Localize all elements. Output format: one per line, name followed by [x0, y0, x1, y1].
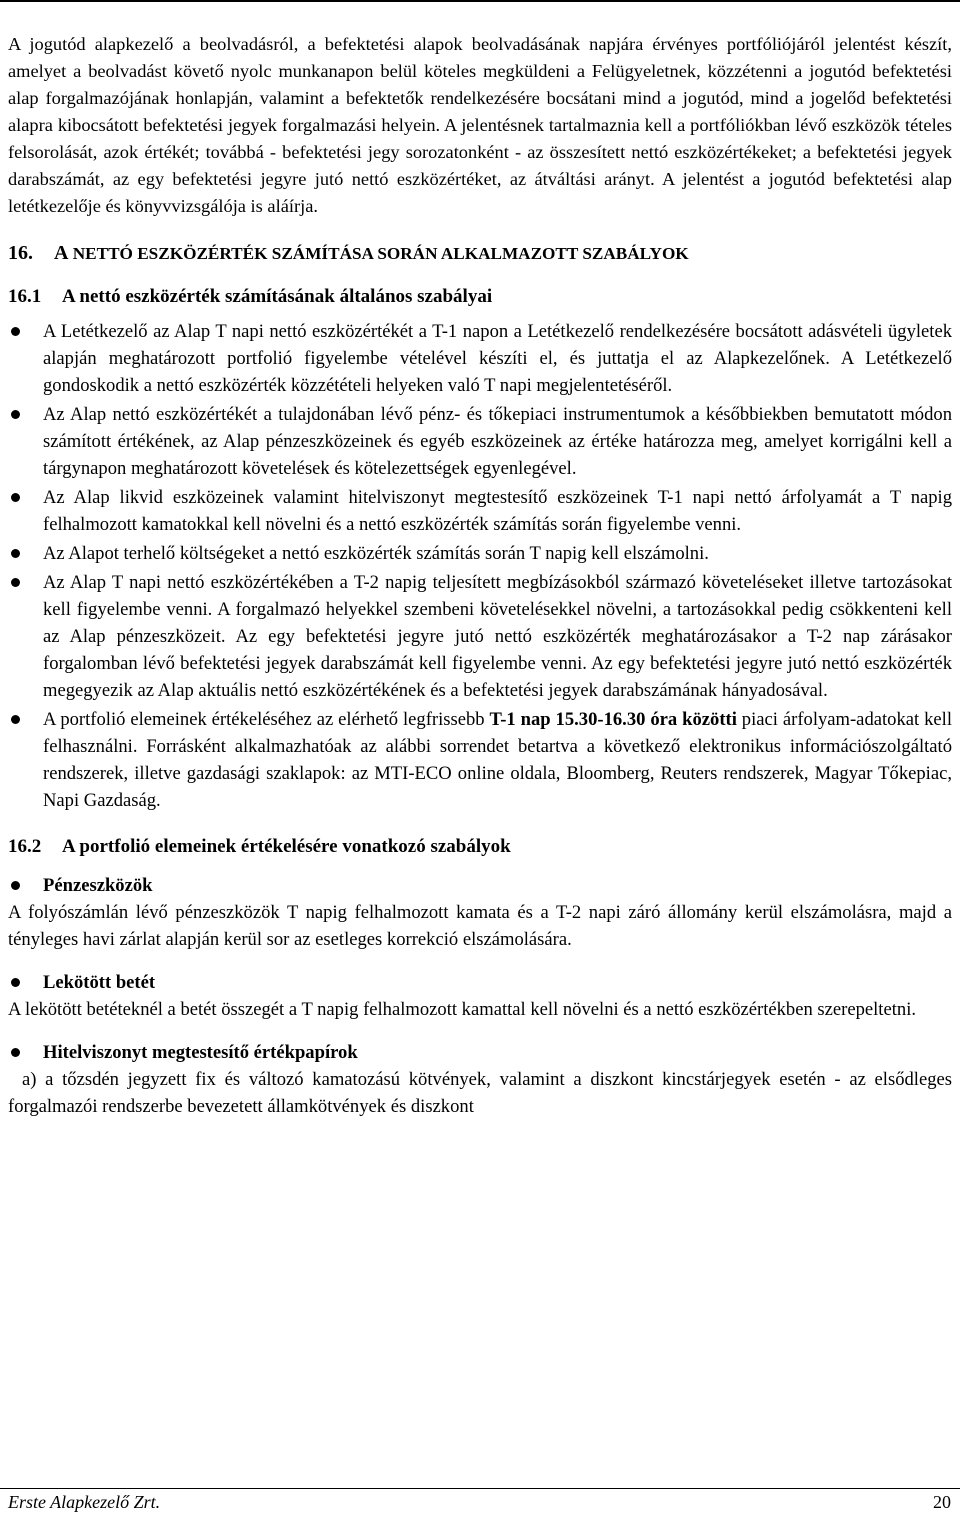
footer-company: Erste Alapkezelő Zrt.	[8, 1492, 161, 1512]
section-16-2-heading	[8, 832, 952, 862]
pricing-time-window: T-1 nap 15.30-16.30 óra közötti	[489, 709, 737, 730]
intro-part-2: A jelentésnek tartalmaznia kell a portfóliókban lévő eszközök tételes felsorolását, azok értékét; továbbá - befektetési jegy sorozatonként - az összesített nettó eszközértékeket; a befektetési jegyek darabszámát, az egy befektetési jegyre jutó nettó eszközértéket, az átváltási arányt. A jelentést a jogutód befektetési alap letétkezelője és könyvvizsgálója is aláírja.	[8, 115, 952, 216]
valuation-item-heading: Pénzeszközök	[8, 872, 952, 899]
list-item: Az Alap likvid eszközeinek valamint hitelviszonyt megtestesítő eszközeinek T-1 napi nettó árfolyamát a T napig felhalmozott kamatokkal kell növelni és a nettó eszközérték számítás során figyelembe venni.	[8, 484, 952, 538]
valuation-item-heading: Hitelviszonyt megtestesítő értékpapírok	[8, 1039, 952, 1066]
footer-divider	[0, 1488, 960, 1489]
section-16-2-title: A portfolió elemeinek értékelésére vonatkozó szabályok	[62, 836, 511, 857]
top-divider	[0, 0, 960, 2]
valuation-item-heading: Lekötött betét	[8, 969, 952, 996]
valuation-item-deposit	[8, 969, 952, 1023]
section-16-2-number: 16.2	[8, 836, 42, 857]
pricing-text-post: piaci árfolyam-adatokat kell felhasználni. Forrásként alkalmazhatóak az alábbi sorrendet betartva a következő elektronikus információszolgáltató rendszerek, illetve gazdasági szaklapok: az MTI-ECO online oldala, Bloomberg, Reuters rendszerek, Magyar Tőkepiac, Napi Gazdaság.	[43, 709, 952, 811]
list-item: A Letétkezelő az Alap T napi nettó eszközértékét a T-1 napon a Letétkezelő rendelkezésére bocsátott adásvételi ügyletek alapján meghatározott portfolió figyelembe vételével készíti el, és juttatja el az Alapkezelőnek. A Letétkezelő gondoskodik a nettó eszközérték közzétételi helyeken való T napi megjelentetéséről.	[8, 318, 952, 399]
intro-paragraph	[8, 31, 952, 220]
list-item-pricing	[8, 706, 952, 814]
pricing-text-pre: A portfolió elemeinek értékeléséhez az elérhető legfrissebb	[43, 709, 490, 730]
list-item: Az Alapot terhelő költségeket a nettó eszközérték számítás során T napig kell elszámolni.	[8, 540, 952, 567]
section-16-title-first: A	[54, 242, 69, 264]
section-16-number: 16.	[8, 242, 33, 264]
valuation-item-debt-securities	[8, 1039, 952, 1120]
intro-part-1: A jogutód alapkezelő a beolvadásról, a befektetési alapok beolvadásának napjára érvényes portfóliójáról jelentést készít, amelyet a beolvadást követő nyolc munkanapon belül köteles megküldeni a Felügyeletnek, közzétenni a jogutód befektetési alap forgalmazójának honlapján, valamint a befektetők rendelkezésére bocsátani mind a jogutód, mind a jogelőd befektetési alapra kibocsátott befektetési jegyek forgalmazási helyein.	[8, 34, 952, 135]
document-body	[8, 31, 952, 1120]
footer-page-number: 20	[933, 1492, 951, 1512]
valuation-item-text: A lekötött betéteknél a betét összegét a T napig felhalmozott kamattal kell növelni és a nettó eszközértékben szerepeltetni.	[8, 999, 917, 1020]
section-16-1-title: A nettó eszközérték számításának általános szabályai	[62, 286, 493, 307]
list-item: Az Alap T napi nettó eszközértékében a T-2 napig teljesített megbízásokból származó követeléseket illetve tartozásokat kell figyelembe venni. A forgalmazó helyekkel szembeni követelésekkel növelni, a tartozásokkal pedig csökkenteni kell az Alap pénzeszközeit. Az egy befektetési jegyre jutó nettó eszközérték meghatározásakor a T-2 nap zárásakor forgalomban lévő befektetési jegyek darabszámát kell figyelembe venni. Az egy befektetési jegyre jutó nettó eszközérték megegyezik az Alap aktuális nettó eszközértékének és a befektetési jegyek darabszámának hányadosával.	[8, 569, 952, 704]
valuation-item-text: a) a tőzsdén jegyzett fix és változó kamatozású kötvények, valamint a diszkont kincstárjegyek esetén - az elsődleges forgalmazói rendszerbe bevezetett államkötvények és diszkont	[8, 1069, 952, 1117]
section-16-title-rest: NETTÓ ESZKÖZÉRTÉK SZÁMÍTÁSA SORÁN ALKALMAZOTT SZABÁLYOK	[68, 244, 689, 263]
valuation-item-cash	[8, 872, 952, 953]
section-16-1-number: 16.1	[8, 286, 42, 307]
general-rules-list	[8, 318, 952, 814]
valuation-item-text: A folyószámlán lévő pénzeszközök T napig felhalmozott kamata és a T-2 napi záró állomány kerül elszámolásra, majd a tényleges havi zárlat alapján kerül sor az esetleges korrekció elszámolására.	[8, 902, 952, 950]
section-16-1-heading	[8, 282, 952, 312]
list-item: Az Alap nettó eszközértékét a tulajdonában lévő pénz- és tőkepiaci instrumentumok a későbbiekben bemutatott módon számított értékének, az Alap pénzeszközeinek és egyéb eszközeinek az értéke határozza meg, amelyet korrigálni kell a tárgynapon meghatározott követelések és kötelezettségek egyenlegével.	[8, 401, 952, 482]
section-16-heading	[8, 238, 952, 268]
